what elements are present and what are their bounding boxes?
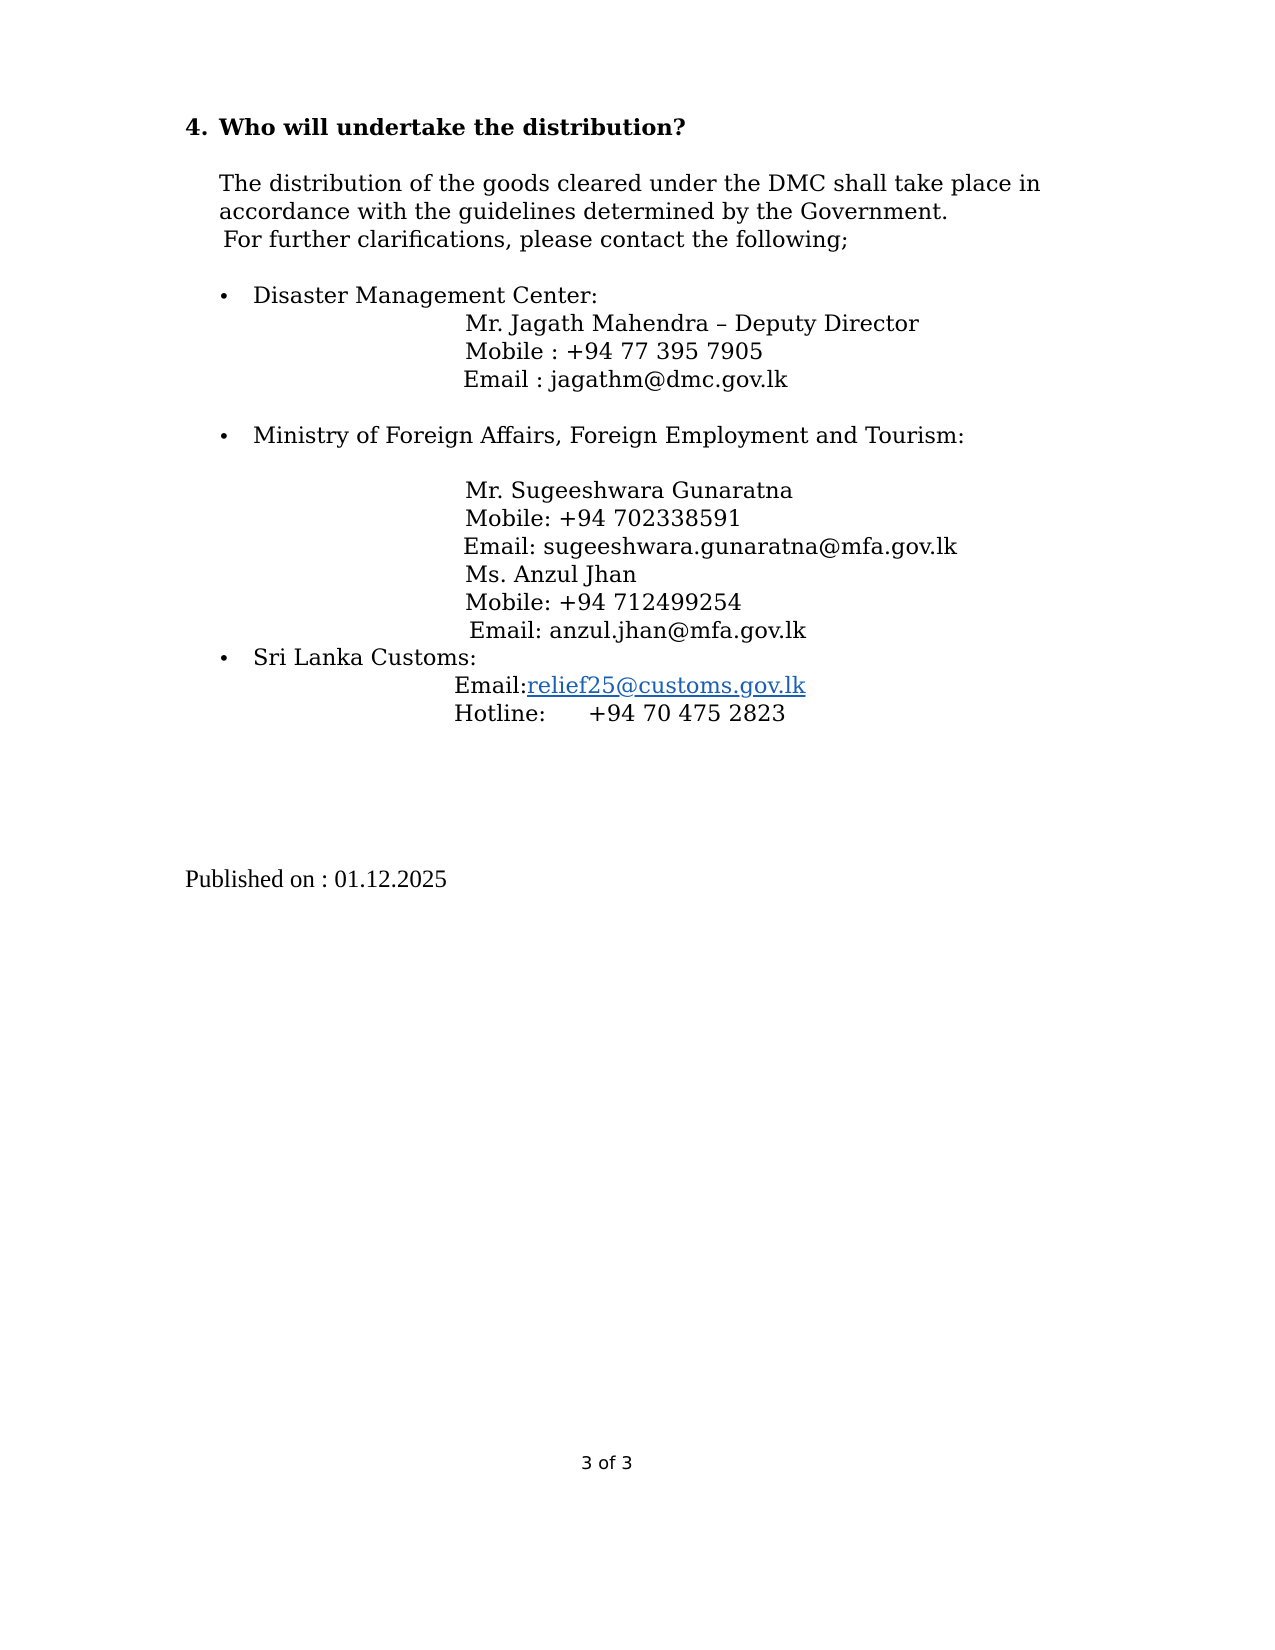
mfa-org-label: Ministry of Foreign Affairs, Foreign Employment and Tourism: <box>253 423 965 449</box>
section-number: 4. <box>185 115 209 141</box>
customs-hotline-value: +94 70 475 2823 <box>588 701 786 727</box>
dmc-org-label: Disaster Management Center: <box>253 283 599 309</box>
mfa-contact-1-name: Mr. Sugeeshwara Gunaratna <box>465 478 794 504</box>
page-number: 3 of 3 <box>581 1453 633 1474</box>
dmc-email: Email : jagathm@dmc.gov.lk <box>463 367 788 393</box>
customs-org-label: Sri Lanka Customs: <box>253 645 477 671</box>
customs-hotline-label: Hotline: <box>454 701 546 727</box>
mfa-contact-1-mobile: Mobile: +94 702338591 <box>465 506 742 532</box>
bullet-icon: • <box>218 284 230 308</box>
customs-email-label: Email: <box>454 673 528 699</box>
mfa-contact-2-name: Ms. Anzul Jhan <box>465 562 637 588</box>
dmc-mobile: Mobile : +94 77 395 7905 <box>465 339 764 365</box>
intro-line-3: For further clarifications, please contact the following; <box>223 227 849 253</box>
mfa-contact-2-mobile: Mobile: +94 712499254 <box>465 590 742 616</box>
section-title: Who will undertake the distribution? <box>219 115 686 141</box>
dmc-contact-name: Mr. Jagath Mahendra – Deputy Director <box>465 311 919 337</box>
published-date: Published on : 01.12.2025 <box>185 866 447 893</box>
bullet-icon: • <box>218 424 230 448</box>
mfa-contact-2-email: Email: anzul.jhan@mfa.gov.lk <box>469 618 806 644</box>
bullet-icon: • <box>218 646 230 670</box>
mfa-contact-1-email: Email: sugeeshwara.gunaratna@mfa.gov.lk <box>463 534 958 560</box>
customs-email-link[interactable]: relief25@customs.gov.lk <box>527 673 806 699</box>
intro-line-1: The distribution of the goods cleared under the DMC shall take place in <box>219 171 1041 197</box>
intro-line-2: accordance with the guidelines determined by the Government. <box>219 199 949 225</box>
